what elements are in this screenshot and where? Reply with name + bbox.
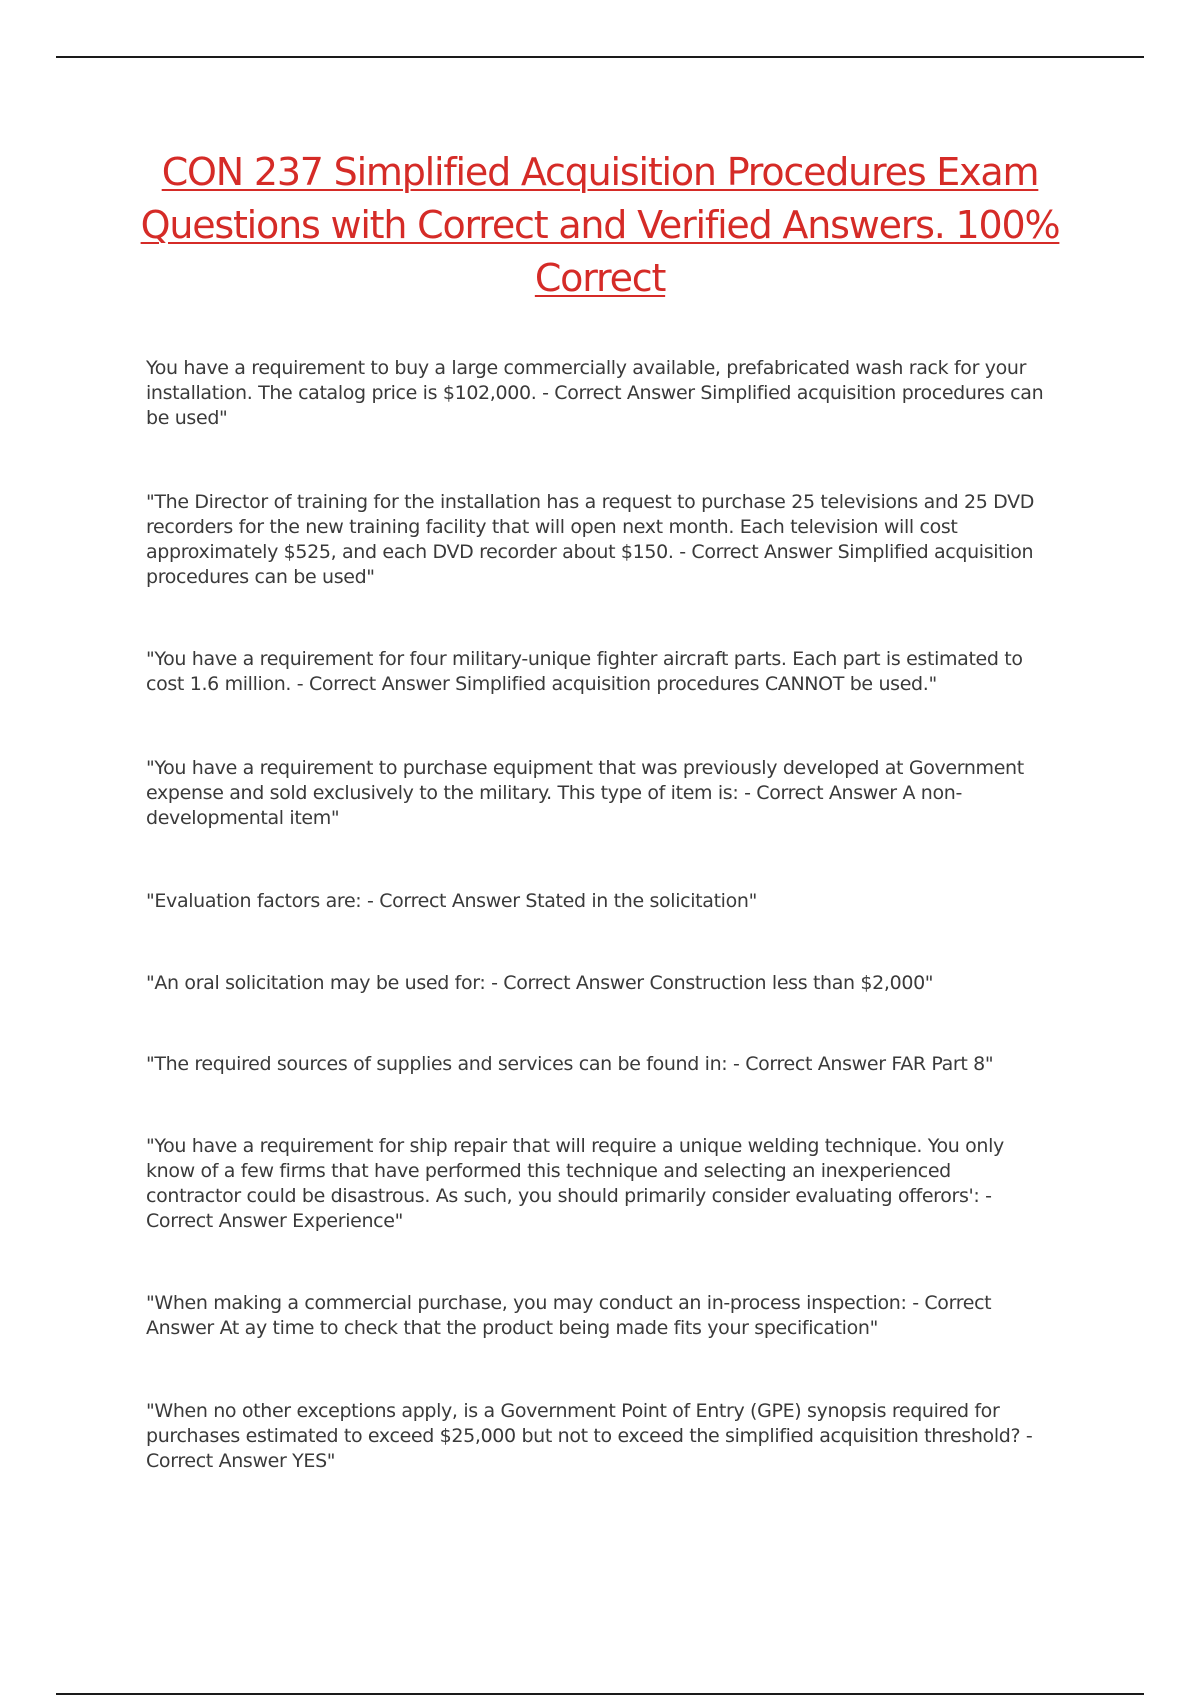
bottom-rule — [56, 1693, 1144, 1695]
qa-item: "You have a requirement for ship repair that will require a unique welding technique. You only know of a few firms that have performed this technique and selecting an inexperienced contractor could be disastrous. As such, you should primarily consider evaluating offerors': - Correct Answer Experience" — [146, 1135, 1004, 1232]
qa-item: "The Director of training for the installation has a request to purchase 25 televisions and 25 DVD recorders for the new training facility that will open next month. Each television will cost approximately $525, and each DVD recorder about $150. - Correct Answer Simplified acquisition procedures can be used" — [146, 491, 1035, 588]
qa-item: "When no other exceptions apply, is a Government Point of Entry (GPE) synopsis required for purchases estimated to exceed $25,000 but not to exceed the simplified acquisition threshold? - Correct Answer YES" — [146, 1400, 1033, 1472]
qa-item: "The required sources of supplies and services can be found in: - Correct Answer FAR Part 8" — [146, 1053, 994, 1075]
qa-item: "An oral solicitation may be used for: - Correct Answer Construction less than $2,000" — [146, 972, 934, 994]
qa-item: You have a requirement to buy a large commercially available, prefabricated wash rack for your installation. The catalog price is $102,000. - Correct Answer Simplified acquisition procedures can be used" — [146, 357, 1044, 429]
qa-item: "When making a commercial purchase, you may conduct an in-process inspection: - Correct Answer At ay time to check that the product being made fits your specification" — [146, 1292, 992, 1339]
qa-item: "Evaluation factors are: - Correct Answer Stated in the solicitation" — [146, 890, 757, 912]
qa-item: "You have a requirement to purchase equipment that was previously developed at Government expense and sold exclusively to the military. This type of item is: - Correct Answer A non-developmental item" — [146, 757, 1024, 829]
qa-item: "You have a requirement for four military-unique fighter aircraft parts. Each part is estimated to cost 1.6 million. - Correct Answer Simplified acquisition procedures CANNOT be used." — [146, 648, 1023, 695]
document-title: CON 237 Simplified Acquisition Procedures Exam Questions with Correct and Verified Answers. 100% Correct — [140, 150, 1060, 300]
